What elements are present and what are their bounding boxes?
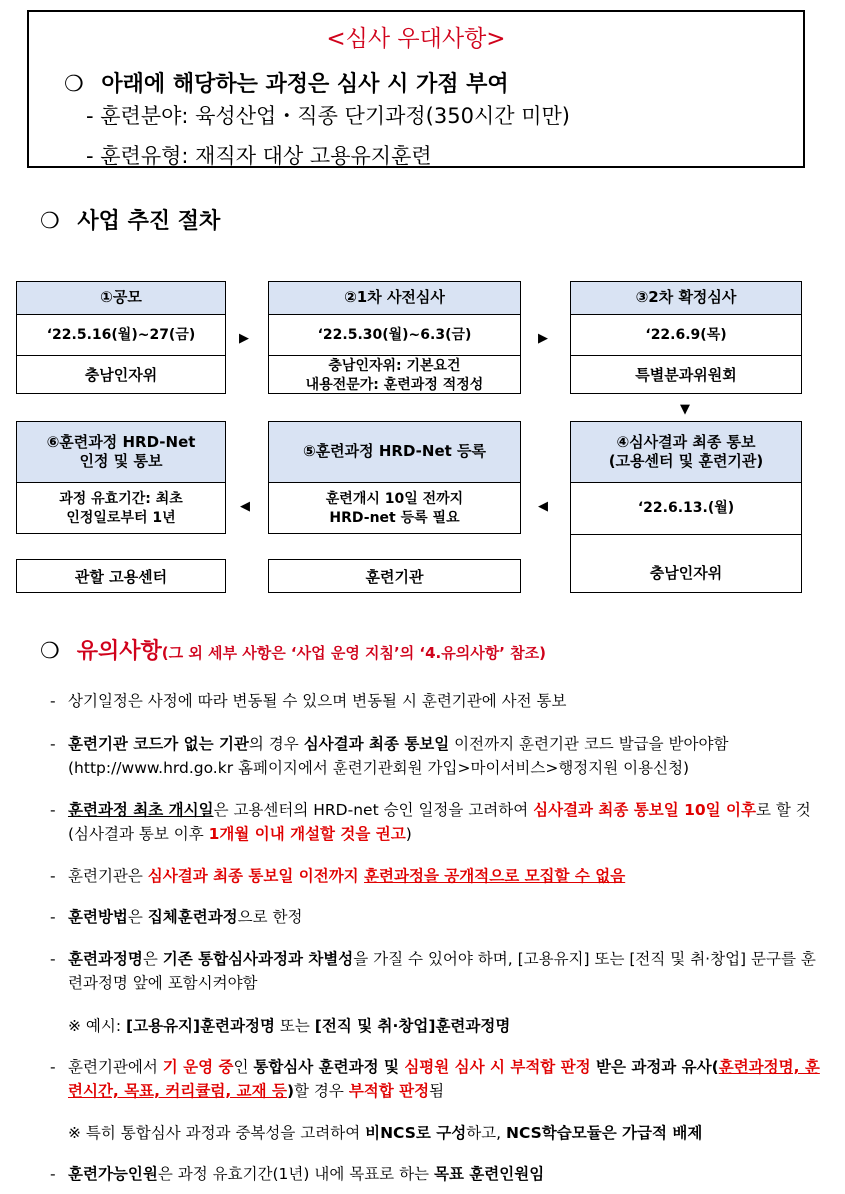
step-1-body: ‘22.5.16(월)~27(금) bbox=[46, 326, 196, 343]
step-2-foot-line-1: 충남인자위: 기본요건 bbox=[328, 357, 461, 374]
arrow-down-icon: ▼ bbox=[680, 402, 690, 417]
step-6-head-line-1: ⑥훈련과정 HRD-Net bbox=[46, 432, 196, 451]
step-2-foot-line-2: 내용전문가: 훈련과정 적정성 bbox=[305, 376, 484, 393]
step-4-head-line-2: (고용센터 및 훈련기관) bbox=[608, 452, 764, 470]
notes-section-title bbox=[40, 634, 546, 665]
step-3-foot: 특별분과위원회 bbox=[571, 355, 801, 395]
step-6-head-line-2: 인정 및 통보 bbox=[79, 452, 163, 470]
step-3-head: ③2차 확정심사 bbox=[571, 282, 801, 315]
preference-line-1 bbox=[64, 67, 509, 98]
step-6-head bbox=[17, 422, 225, 483]
step-1-head: ①공모 bbox=[17, 282, 225, 315]
step-2-box bbox=[268, 281, 521, 394]
arrow-right-icon: ▶ bbox=[239, 331, 249, 346]
step-6-box bbox=[16, 421, 226, 534]
step-5-box bbox=[268, 421, 521, 534]
notes-title-sub: (그 외 세부 사항은 ‘사업 운영 지침’의 ‘4.유의사항’ 참조) bbox=[161, 644, 546, 662]
step-6-body-line-1: 과정 유효기간: 최초 bbox=[59, 490, 183, 507]
preference-line-1-text: 아래에 해당하는 과정은 심사 시 가점 부여 bbox=[101, 72, 509, 97]
step-2-head: ②1차 사전심사 bbox=[269, 282, 520, 315]
step-5-head: ⑤훈련과정 HRD-Net 등록 bbox=[269, 422, 520, 483]
note-3-text: 훈련과정 최초 개시일은 고용센터의 HRD-net 승인 일정을 고려하여 심사결과 최종 통보일 10일 이후로 할 것(심사결과 통보 이후 1개월 이내 개설할 것을 권고) bbox=[68, 801, 811, 843]
note-7-example: ※ 특히 통합심사 과정과 중복성을 고려하여 비NCS로 구성하고, NCS학습모듈은 가급적 배제 bbox=[68, 1124, 703, 1142]
note-4-text: 훈련기관은 심사결과 최종 통보일 이전까지 훈련과정을 공개적으로 모집할 수 없음 bbox=[68, 867, 626, 885]
note-2-text: 훈련기관 코드가 없는 기관의 경우 심사결과 최종 통보일 이전까지 훈련기관 코드 발급을 받아야함(http://www.hrd.go.kr 홈페이지에서 훈련기관회원 가입>마이서비스>행정지원 이용신청) bbox=[68, 735, 729, 777]
note-dash: - bbox=[50, 692, 56, 710]
note-7 bbox=[50, 1055, 820, 1103]
preference-box bbox=[27, 10, 805, 168]
bottom-label-employment-center: 관할 고용센터 bbox=[16, 559, 226, 593]
circle-bullet-icon: ❍ bbox=[40, 639, 60, 664]
step-3-box bbox=[570, 281, 802, 394]
note-5 bbox=[50, 905, 820, 929]
step-4-foot: 충남인자위 bbox=[571, 534, 801, 592]
bottom-label-training-institution: 훈련기관 bbox=[268, 559, 521, 593]
note-1 bbox=[50, 689, 820, 713]
step-4-body: ‘22.6.13.(월) bbox=[637, 500, 735, 517]
preference-title: <심사 우대사항> bbox=[326, 26, 506, 52]
step-1-box bbox=[16, 281, 226, 394]
step-6-body-line-2: 인정일로부터 1년 bbox=[66, 509, 176, 526]
step-5-body bbox=[269, 483, 520, 534]
preference-line-2: - 훈련분야: 육성산업・직종 단기과정(350시간 미만) bbox=[86, 104, 570, 128]
note-dash: - bbox=[50, 801, 56, 819]
step-4-head-line-1: ④심사결과 최종 통보 bbox=[616, 432, 756, 451]
preference-line-3: - 훈련유형: 재직자 대상 고용유지훈련 bbox=[86, 144, 432, 168]
arrow-left-icon: ◀ bbox=[240, 499, 250, 514]
note-6-example: ※ 예시: [고용유지]훈련과정명 또는 [전직 및 취·창업]훈련과정명 bbox=[68, 1017, 511, 1035]
note-2 bbox=[50, 732, 820, 780]
note-7-text: 훈련기관에서 기 운영 중인 통합심사 훈련과정 및 심평원 심사 시 부적합 판정 받은 과정과 유사(훈련과정명, 훈련시간, 목표, 커리큘럼, 교재 등)할 경우 부적합 판정됨 bbox=[68, 1058, 820, 1100]
note-6-text: 훈련과정명은 기존 통합심사과정과 차별성을 가질 수 있어야 하며, [고용유지] 또는 [전직 및 취·창업] 문구를 훈련과정명 앞에 포함시켜야함 bbox=[68, 950, 816, 992]
step-6-body bbox=[17, 483, 225, 534]
note-8 bbox=[50, 1162, 820, 1186]
arrow-left-icon: ◀ bbox=[538, 499, 548, 514]
circle-bullet-icon: ❍ bbox=[64, 72, 84, 97]
step-3-body: ‘22.6.9(목) bbox=[645, 326, 727, 343]
note-4 bbox=[50, 864, 820, 888]
step-4-head bbox=[571, 422, 801, 483]
notes-title-text: 유의사항 bbox=[76, 639, 162, 664]
note-dash: - bbox=[50, 867, 56, 885]
note-dash: - bbox=[50, 735, 56, 753]
note-8-text: 훈련가능인원은 과정 유효기간(1년) 내에 목표로 하는 목표 훈련인원임 bbox=[68, 1165, 545, 1183]
step-5-body-line-1: 훈련개시 10일 전까지 bbox=[325, 490, 464, 507]
note-5-text: 훈련방법은 집체훈련과정으로 한정 bbox=[68, 908, 303, 926]
circle-bullet-icon: ❍ bbox=[40, 209, 60, 234]
note-1-text: 상기일정은 사정에 따라 변동될 수 있으며 변동될 시 훈련기관에 사전 통보 bbox=[68, 692, 567, 710]
step-4-box bbox=[570, 421, 802, 593]
step-1-foot: 충남인자위 bbox=[17, 355, 225, 395]
note-dash: - bbox=[50, 1165, 56, 1183]
process-title-text: 사업 추진 절차 bbox=[77, 209, 221, 234]
step-2-body: ‘22.5.30(월)~6.3(금) bbox=[317, 326, 472, 343]
arrow-right-icon: ▶ bbox=[538, 331, 548, 346]
step-2-foot bbox=[269, 355, 520, 395]
note-dash: - bbox=[50, 1058, 56, 1076]
note-dash: - bbox=[50, 908, 56, 926]
note-dash: - bbox=[50, 950, 56, 968]
step-5-body-line-2: HRD-net 등록 필요 bbox=[329, 509, 460, 526]
note-6 bbox=[50, 947, 820, 995]
process-section-title bbox=[40, 204, 220, 235]
note-3 bbox=[50, 798, 820, 846]
